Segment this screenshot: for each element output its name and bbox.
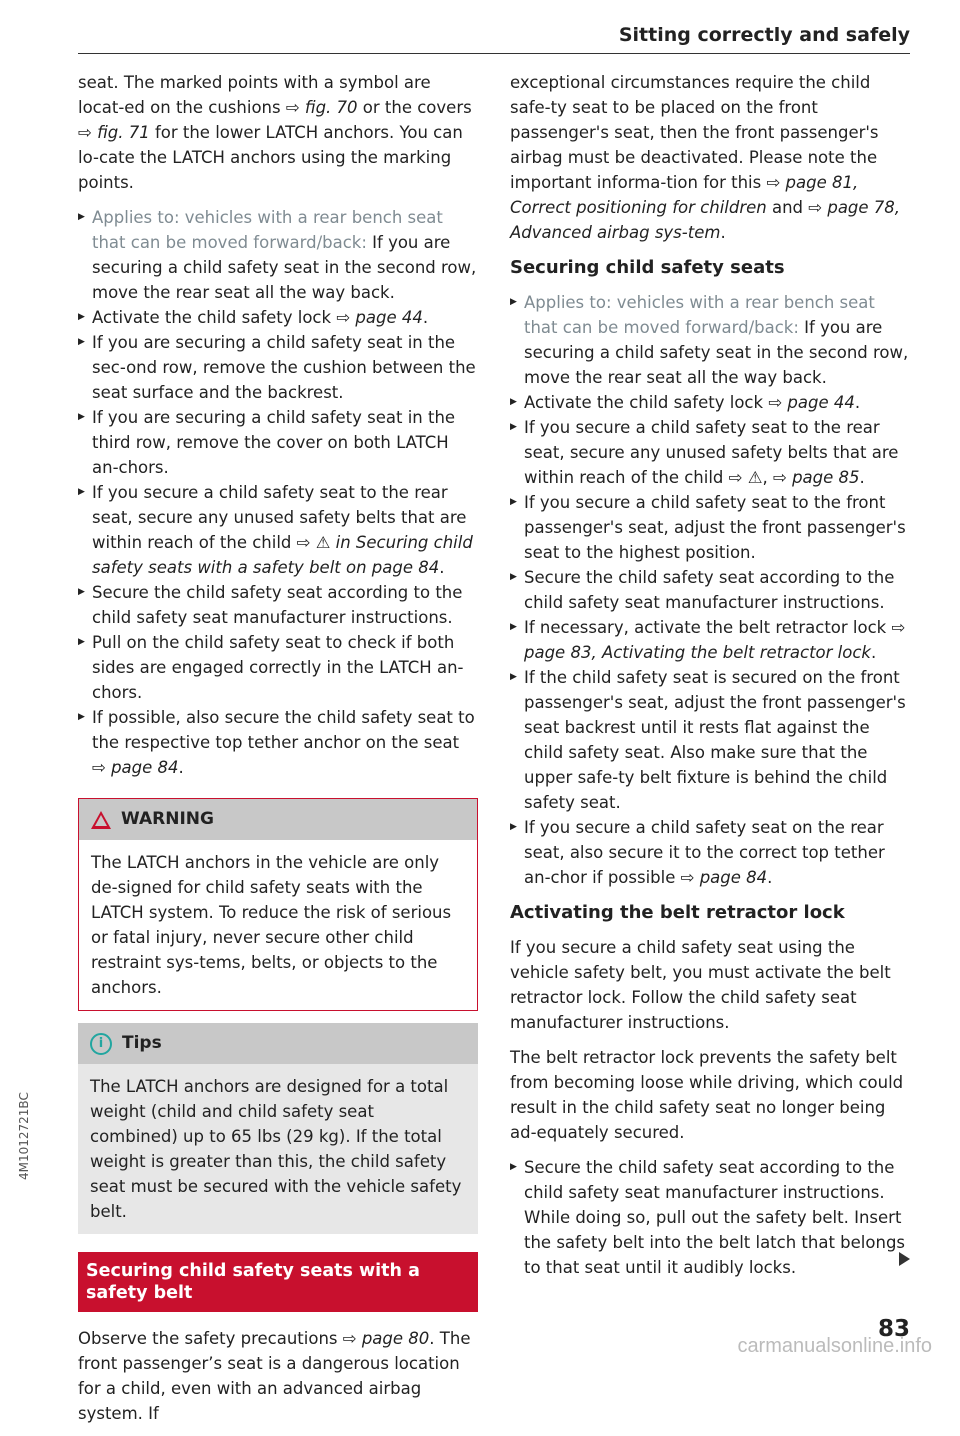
list-item: ▶ If you secure a child safety seat to the rear seat, secure any unused safety belts that are within reach of the child ⇨ ⚠, ⇨ page 85. <box>510 415 910 490</box>
step-text: If you secure a child safety seat to the front passenger's seat, adjust the front passenger's seat to the highest position. <box>524 493 906 562</box>
page44-link[interactable]: ⇨ page 44 <box>336 308 423 327</box>
section-text-2: . The front passenger’s seat is a dangerous location for a child, even with an advanced airbag system. If <box>78 1329 471 1423</box>
list-item <box>510 565 910 615</box>
step-text: If necessary, activate the belt retractor lock <box>524 618 892 637</box>
tips-box <box>78 1023 478 1234</box>
section-heading-safety-belt: Securing child safety seats with a safety belt <box>78 1252 478 1312</box>
intro-text-2: or the covers <box>357 98 472 117</box>
page84-warning-link[interactable]: ⚠ in Securing child safety seats with a safety belt on page 84 <box>92 533 473 577</box>
list-item: ▶ Activate the child safety lock ⇨ page 44. <box>510 390 910 415</box>
heading-securing-child-safety-seats: Securing child safety seats <box>510 257 785 278</box>
page84-link[interactable]: ⇨ page 84 <box>92 758 179 777</box>
page81-link[interactable]: ⇨ page 81, Correct positioning for children <box>510 173 859 217</box>
page85-link[interactable]: ⇨ page 85 <box>773 468 860 487</box>
tips-body: The LATCH anchors are designed for a total weight (child and child safety seat combined) up to 65 lbs (29 kg). If the total weight is greater than this, the child safety seat must be secured with the vehicle safety belt. <box>90 1077 462 1221</box>
intro-text-3: for the lower LATCH anchors. You can lo-cate the LATCH anchors using the marking points. <box>78 123 463 192</box>
step-text: Pull on the child safety seat to check if both sides are engaged correctly in the LATCH an-chors. <box>92 633 464 702</box>
step-text: If the child safety seat is secured on the front passenger's seat, adjust the front passenger's seat backrest until it rests flat against the child safety seat. Also make sure that the upper safe-ty belt fixture is behind the child safety seat. <box>524 668 906 812</box>
warning-triangle-icon <box>91 811 111 829</box>
continuation-paragraph: exceptional circumstances require the child safe-ty seat to be placed on the front passenger's seat, then the front passenger's airbag must be deactivated. Please note the important informa-tion for this ⇨ page 81, Correct positioning for children and ⇨ page 78, Advanced airbag sys-tem. <box>510 73 901 242</box>
list-item <box>510 665 910 815</box>
paragraph: The belt retractor lock prevents the safety belt from becoming loose while driving, which could result in the child safety seat no longer being ad-equately secured. <box>510 1048 904 1142</box>
step-text: Secure the child safety seat according to the child safety seat manufacturer instructions. <box>524 568 895 612</box>
page83-link[interactable]: ⇨ page 83, Activating the belt retractor lock <box>524 618 906 662</box>
section-paragraph <box>78 1326 478 1426</box>
list-item <box>78 580 478 630</box>
fig71-link[interactable]: ⇨ fig. 71 <box>78 123 150 142</box>
warning-body: The LATCH anchors in the vehicle are only de-signed for child safety seats with the LATCH system. To reduce the risk of serious or fatal injury, never secure other child restraint sys-tems, belts, or objects to the anchors. <box>91 853 452 997</box>
page84-link[interactable]: ⇨ page 84 <box>680 868 768 887</box>
continue-arrow-icon <box>899 1252 910 1266</box>
heading-activating-belt-retractor-lock: Activating the belt retractor lock <box>510 902 845 923</box>
para-and: and <box>766 198 809 217</box>
paragraph: If you secure a child safety seat using the vehicle safety belt, you must activate the belt retractor lock. Follow the child safety seat manufacturer instructions. <box>510 938 891 1032</box>
left-column <box>78 70 478 1436</box>
step-text: Secure the child safety seat according to the child safety seat manufacturer instructions. While doing so, pull out the safety belt. Insert the safety belt into the belt latch that belongs to that seat until it audibly locks. <box>524 1158 906 1277</box>
step-text: If you are securing a child safety seat in the sec-ond row, remove the cushion between the seat surface and the backrest. <box>92 333 476 402</box>
list-item <box>510 1155 910 1280</box>
info-icon: i <box>90 1033 112 1055</box>
list-item <box>78 630 478 705</box>
page78-link[interactable]: ⇨ page 78, Advanced airbag sys-tem <box>510 198 901 242</box>
step-text: If you are securing a child safety seat in the second row, move the rear seat all the way back. <box>92 233 477 302</box>
header-divider <box>78 53 910 54</box>
tips-title: Tips <box>122 1033 162 1053</box>
page44-link[interactable]: ⇨ page 44 <box>768 393 855 412</box>
left-steps-list <box>78 205 478 780</box>
tips-header <box>78 1023 478 1064</box>
list-item: ▶ If you secure a child safety seat on the rear seat, also secure it to the correct top tether an-chor if possible ⇨ page 84. <box>510 815 910 890</box>
section-text: Observe the safety precautions <box>78 1329 343 1348</box>
page-number: 83 <box>877 1316 910 1342</box>
intro-text-1: seat. The marked points with a symbol are locat-ed on the cushions <box>78 73 431 117</box>
step-text: If possible, also secure the child safety seat to the respective top tether anchor on the seat <box>92 708 475 752</box>
list-item: ▶ If you secure a child safety seat to the rear seat, secure any unused safety belts that are within reach of the child ⇨ ⚠ in Securing child safety seats with a safety belt on page 84. <box>78 480 478 580</box>
watermark: carmanualsonline.info <box>737 1335 932 1357</box>
step-text: Activate the child safety lock <box>92 308 337 327</box>
page80-link[interactable]: ⇨ page 80 <box>342 1329 430 1348</box>
right-steps-list-2 <box>510 1155 910 1280</box>
para-text: exceptional circumstances require the child safe-ty seat to be placed on the front passenger's seat, then the front passenger's airbag must be deactivated. Please note the important informa-tion for this <box>510 73 879 192</box>
list-item: ▶ Activate the child safety lock ⇨ page 44. <box>78 305 478 330</box>
fig70-link[interactable]: ⇨ fig. 70 <box>285 98 358 117</box>
right-steps-list <box>510 290 910 890</box>
step-text: If you are securing a child safety seat in the second row, move the rear seat all the way back. <box>524 318 909 387</box>
step-text: If you secure a child safety seat to the rear seat, secure any unused safety belts that are within reach of the child ⇨ ⚠, <box>524 418 899 487</box>
list-item: ▶ If possible, also secure the child safety seat to the respective top tether anchor on the seat ⇨ page 84. <box>78 705 478 780</box>
applies-to-note: Applies to: vehicles with a rear bench seat that can be moved forward/back: <box>524 293 875 337</box>
page-header-title: Sitting correctly and safely <box>618 24 910 46</box>
warning-header <box>79 799 477 840</box>
step-text: Activate the child safety lock <box>524 393 769 412</box>
list-item <box>510 490 910 565</box>
intro-paragraph <box>78 70 478 195</box>
step-text: If you secure a child safety seat on the rear seat, also secure it to the correct top tether an-chor if possible <box>524 818 885 887</box>
list-item <box>78 330 478 405</box>
step-text: If you are securing a child safety seat in the third row, remove the cover on both LATCH an-chors. <box>92 408 456 477</box>
warning-box <box>78 798 478 1011</box>
applies-to-note: Applies to: vehicles with a rear bench seat that can be moved forward/back: <box>92 208 443 252</box>
list-item <box>78 205 478 305</box>
list-item <box>78 405 478 480</box>
step-text: Secure the child safety seat according to the child safety seat manufacturer instructions. <box>92 583 463 627</box>
list-item: ▶ If necessary, activate the belt retractor lock ⇨ page 83, Activating the belt retractor lock. <box>510 615 910 665</box>
document-code: 4M1012721BC <box>17 1092 31 1180</box>
step-text: If you secure a child safety seat to the rear seat, secure any unused safety belts that are within reach of the child ⇨ <box>92 483 467 552</box>
list-item <box>510 290 910 390</box>
right-column <box>510 70 910 1290</box>
warning-title: WARNING <box>121 809 214 829</box>
